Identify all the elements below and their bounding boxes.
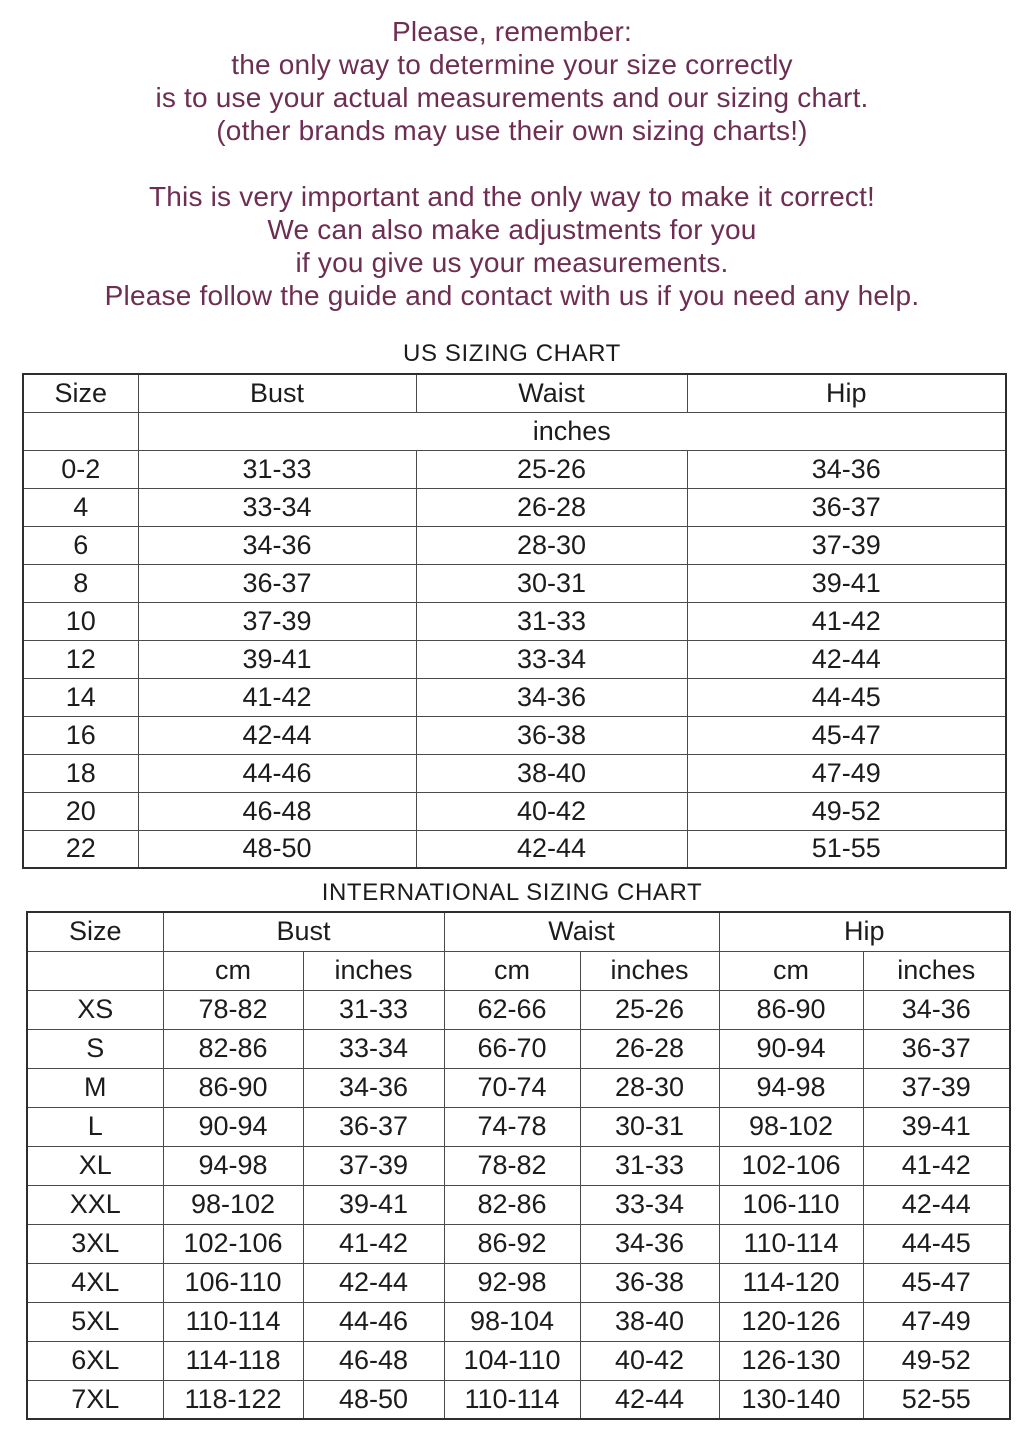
cell-bust-in: 41-42: [303, 1224, 444, 1263]
cell-hip: 34-36: [687, 450, 1006, 488]
cell-hip-cm: 102-106: [719, 1146, 863, 1185]
table-row: [23, 564, 1006, 602]
us-header-row: [23, 374, 1006, 412]
cell-hip-in: 41-42: [863, 1146, 1010, 1185]
cell-bust-in: 48-50: [303, 1380, 444, 1419]
cell-size: 16: [23, 716, 138, 754]
table-row: [23, 602, 1006, 640]
cell-size: 10: [23, 602, 138, 640]
cell-waist-cm: 86-92: [444, 1224, 580, 1263]
intro-line: is to use your actual measurements and our sizing chart.: [155, 82, 869, 113]
cell-size: XL: [27, 1146, 163, 1185]
cell-bust-cm: 106-110: [163, 1263, 303, 1302]
cell-bust-cm: 82-86: [163, 1029, 303, 1068]
cell-waist-cm: 62-66: [444, 990, 580, 1029]
cell-bust-cm: 102-106: [163, 1224, 303, 1263]
cell-size: 7XL: [27, 1380, 163, 1419]
cell-waist-in: 34-36: [580, 1224, 719, 1263]
cell-hip-cm: 94-98: [719, 1068, 863, 1107]
cell-waist-cm: 66-70: [444, 1029, 580, 1068]
cell-bust-in: 37-39: [303, 1146, 444, 1185]
cell-size: 6XL: [27, 1341, 163, 1380]
cell-waist: 38-40: [416, 754, 687, 792]
cell-waist-in: 25-26: [580, 990, 719, 1029]
cell-bust-cm: 114-118: [163, 1341, 303, 1380]
subheader-cm: cm: [163, 951, 303, 990]
cell-size: XS: [27, 990, 163, 1029]
cell-hip-in: 42-44: [863, 1185, 1010, 1224]
intro-line: (other brands may use their own sizing charts!): [216, 115, 808, 146]
cell-hip-in: 47-49: [863, 1302, 1010, 1341]
cell-size: 20: [23, 792, 138, 830]
international-sizing-table: [26, 911, 1011, 1420]
subheader-cm: cm: [719, 951, 863, 990]
intro-line: Please, remember:: [392, 16, 632, 47]
subheader-inches: inches: [580, 951, 719, 990]
cell-bust: 31-33: [138, 450, 416, 488]
cell-waist-in: 30-31: [580, 1107, 719, 1146]
table-row: [27, 1107, 1010, 1146]
cell-waist-cm: 78-82: [444, 1146, 580, 1185]
cell-hip-cm: 106-110: [719, 1185, 863, 1224]
cell-hip-in: 52-55: [863, 1380, 1010, 1419]
intro-line: if you give us your measurements.: [295, 247, 729, 278]
column-header-bust: Bust: [138, 374, 416, 412]
table-row: [23, 716, 1006, 754]
cell-size: 14: [23, 678, 138, 716]
column-header-bust: Bust: [163, 912, 444, 951]
intl-subheader-row: [27, 951, 1010, 990]
cell-waist-in: 36-38: [580, 1263, 719, 1302]
subheader-cm: cm: [444, 951, 580, 990]
cell-bust: 46-48: [138, 792, 416, 830]
cell-hip: 49-52: [687, 792, 1006, 830]
cell-bust: 37-39: [138, 602, 416, 640]
cell-hip-cm: 130-140: [719, 1380, 863, 1419]
table-row: [23, 792, 1006, 830]
table-row: [23, 488, 1006, 526]
cell-waist: 25-26: [416, 450, 687, 488]
cell-waist-cm: 110-114: [444, 1380, 580, 1419]
cell-waist-in: 38-40: [580, 1302, 719, 1341]
cell-size: 3XL: [27, 1224, 163, 1263]
cell-hip-cm: 120-126: [719, 1302, 863, 1341]
cell-bust-in: 46-48: [303, 1341, 444, 1380]
cell-waist-in: 26-28: [580, 1029, 719, 1068]
cell-waist-in: 28-30: [580, 1068, 719, 1107]
cell-bust-cm: 90-94: [163, 1107, 303, 1146]
cell-bust: 48-50: [138, 830, 416, 868]
cell-size: S: [27, 1029, 163, 1068]
cell-waist-cm: 98-104: [444, 1302, 580, 1341]
table-row: [23, 526, 1006, 564]
cell-size: 18: [23, 754, 138, 792]
table-row: [23, 830, 1006, 868]
cell-size: 0-2: [23, 450, 138, 488]
cell-bust: 44-46: [138, 754, 416, 792]
cell-size: 12: [23, 640, 138, 678]
cell-waist: 34-36: [416, 678, 687, 716]
cell-hip-cm: 90-94: [719, 1029, 863, 1068]
cell-bust-in: 36-37: [303, 1107, 444, 1146]
table-row: [23, 450, 1006, 488]
us-sizing-table: [22, 373, 1007, 869]
intro-line: We can also make adjustments for you: [267, 214, 757, 245]
table-row: [27, 1146, 1010, 1185]
column-header-hip: Hip: [719, 912, 1010, 951]
table-row: [23, 754, 1006, 792]
cell-bust-cm: 98-102: [163, 1185, 303, 1224]
cell-size: 5XL: [27, 1302, 163, 1341]
unit-label-cell: inches: [138, 412, 1006, 450]
table-row: [27, 1068, 1010, 1107]
column-header-size: Size: [23, 374, 138, 412]
cell-hip-in: 49-52: [863, 1341, 1010, 1380]
cell-bust-in: 33-34: [303, 1029, 444, 1068]
cell-waist-in: 42-44: [580, 1380, 719, 1419]
cell-waist-cm: 92-98: [444, 1263, 580, 1302]
cell-hip: 39-41: [687, 564, 1006, 602]
cell-hip-cm: 98-102: [719, 1107, 863, 1146]
cell-hip-cm: 86-90: [719, 990, 863, 1029]
cell-bust-in: 44-46: [303, 1302, 444, 1341]
cell-hip-in: 36-37: [863, 1029, 1010, 1068]
table-row: [27, 1029, 1010, 1068]
cell-hip: 45-47: [687, 716, 1006, 754]
cell-hip: 41-42: [687, 602, 1006, 640]
cell-size: 4: [23, 488, 138, 526]
intro-line: This is very important and the only way to make it correct!: [148, 181, 876, 212]
column-header-size: Size: [27, 912, 163, 951]
cell-hip-in: 45-47: [863, 1263, 1010, 1302]
cell-waist: 30-31: [416, 564, 687, 602]
subheader-inches: inches: [863, 951, 1010, 990]
cell-size: 4XL: [27, 1263, 163, 1302]
cell-bust-in: 34-36: [303, 1068, 444, 1107]
cell-hip-cm: 114-120: [719, 1263, 863, 1302]
cell-hip-cm: 110-114: [719, 1224, 863, 1263]
cell-waist: 33-34: [416, 640, 687, 678]
table-row: [23, 640, 1006, 678]
column-header-hip: Hip: [687, 374, 1006, 412]
cell-waist: 31-33: [416, 602, 687, 640]
cell-hip: 51-55: [687, 830, 1006, 868]
cell-waist-in: 40-42: [580, 1341, 719, 1380]
cell-hip: 36-37: [687, 488, 1006, 526]
cell-bust-cm: 110-114: [163, 1302, 303, 1341]
cell-waist: 28-30: [416, 526, 687, 564]
table-row: [27, 1302, 1010, 1341]
cell-bust: 33-34: [138, 488, 416, 526]
cell-size: M: [27, 1068, 163, 1107]
cell-size: L: [27, 1107, 163, 1146]
cell-bust-cm: 78-82: [163, 990, 303, 1029]
us-unit-row: [23, 412, 1006, 450]
cell-size: 6: [23, 526, 138, 564]
cell-waist-cm: 74-78: [444, 1107, 580, 1146]
table-row: [27, 1263, 1010, 1302]
table-row: [27, 1341, 1010, 1380]
cell-hip-in: 44-45: [863, 1224, 1010, 1263]
cell-hip-in: 39-41: [863, 1107, 1010, 1146]
table-row: [27, 1380, 1010, 1419]
cell-bust-in: 39-41: [303, 1185, 444, 1224]
international-chart-title: INTERNATIONAL SIZING CHART: [321, 879, 703, 906]
column-header-waist: Waist: [444, 912, 719, 951]
cell-size: XXL: [27, 1185, 163, 1224]
cell-hip-in: 34-36: [863, 990, 1010, 1029]
table-row: [23, 678, 1006, 716]
intl-header-row: [27, 912, 1010, 951]
cell-bust: 36-37: [138, 564, 416, 602]
table-row: [27, 1224, 1010, 1263]
cell-bust-cm: 118-122: [163, 1380, 303, 1419]
cell-bust: 39-41: [138, 640, 416, 678]
subheader-inches: inches: [303, 951, 444, 990]
cell-hip-in: 37-39: [863, 1068, 1010, 1107]
cell-waist: 36-38: [416, 716, 687, 754]
cell-bust-cm: 86-90: [163, 1068, 303, 1107]
cell-bust-in: 31-33: [303, 990, 444, 1029]
cell-size: 8: [23, 564, 138, 602]
intro-line: the only way to determine your size correctly: [231, 49, 793, 80]
intro-line: Please follow the guide and contact with us if you need any help.: [104, 280, 920, 311]
cell-size: 22: [23, 830, 138, 868]
cell-waist-cm: 82-86: [444, 1185, 580, 1224]
cell-hip: 47-49: [687, 754, 1006, 792]
cell-bust: 34-36: [138, 526, 416, 564]
cell-bust: 42-44: [138, 716, 416, 754]
cell-waist: 26-28: [416, 488, 687, 526]
cell-waist-cm: 70-74: [444, 1068, 580, 1107]
cell-hip: 44-45: [687, 678, 1006, 716]
cell-bust-cm: 94-98: [163, 1146, 303, 1185]
cell-hip: 42-44: [687, 640, 1006, 678]
cell-bust-in: 42-44: [303, 1263, 444, 1302]
cell-bust: 41-42: [138, 678, 416, 716]
cell-waist: 42-44: [416, 830, 687, 868]
cell-hip-cm: 126-130: [719, 1341, 863, 1380]
cell-waist: 40-42: [416, 792, 687, 830]
table-row: [27, 990, 1010, 1029]
intro-text-block: [0, 0, 1024, 312]
cell-waist-cm: 104-110: [444, 1341, 580, 1380]
column-header-waist: Waist: [416, 374, 687, 412]
cell-waist-in: 31-33: [580, 1146, 719, 1185]
table-row: [27, 1185, 1010, 1224]
empty-cell: [23, 412, 138, 450]
cell-waist-in: 33-34: [580, 1185, 719, 1224]
paragraph-gap: [0, 147, 1024, 180]
cell-hip: 37-39: [687, 526, 1006, 564]
empty-cell: [27, 951, 163, 990]
us-chart-title: US SIZING CHART: [403, 340, 621, 367]
